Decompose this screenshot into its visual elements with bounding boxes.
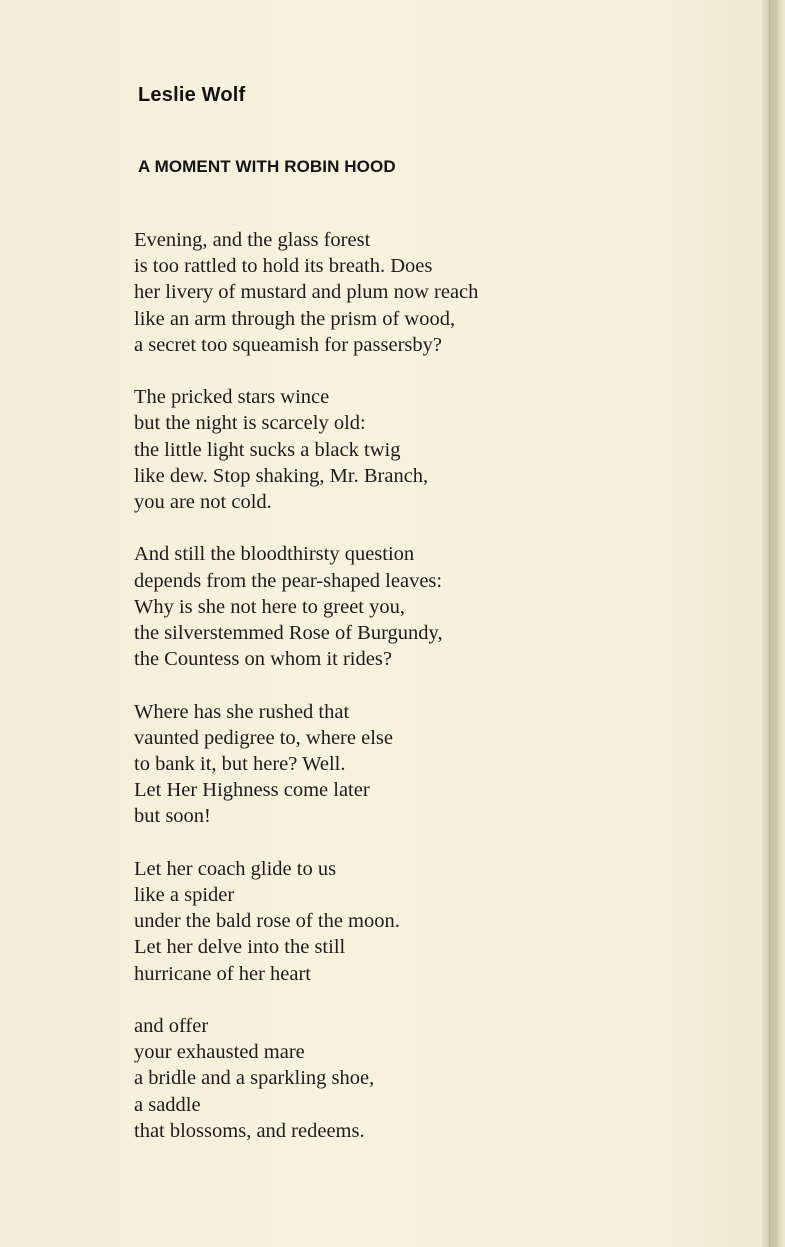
stanza <box>134 856 734 987</box>
stanza <box>134 227 734 358</box>
poem-line: The pricked stars wince <box>134 386 330 409</box>
poem-body <box>134 227 734 1170</box>
poem-line: but soon! <box>134 805 211 828</box>
poem-line: is too rattled to hold its breath. Does <box>134 255 433 278</box>
poem-line: a bridle and a sparkling shoe, <box>134 1067 375 1090</box>
stanza <box>134 384 734 515</box>
poem-line: Let Her Highness come later <box>134 779 370 802</box>
stanza <box>134 1013 734 1144</box>
poem-line: vaunted pedigree to, where else <box>134 726 393 749</box>
page-gutter <box>762 0 785 1247</box>
poem-line: under the bald rose of the moon. <box>134 910 400 933</box>
poem-line: hurricane of her heart <box>134 962 311 985</box>
poem-line: And still the bloodthirsty question <box>134 543 415 566</box>
poem-line: like a spider <box>134 884 235 907</box>
poem-line: like an arm through the prism of wood, <box>134 307 456 330</box>
poem-line: a saddle <box>134 1093 201 1116</box>
poem-line: depends from the pear-shaped leaves: <box>134 569 443 592</box>
poem-line: like dew. Stop shaking, Mr. Branch, <box>134 464 429 487</box>
poem-line: the Countess on whom it rides? <box>134 648 392 671</box>
poem-line: your exhausted mare <box>134 1041 305 1064</box>
poem-line: the little light sucks a black twig <box>134 438 401 461</box>
poem-line: Why is she not here to greet you, <box>134 595 405 618</box>
stanza <box>134 541 734 672</box>
poem-line: to bank it, but here? Well. <box>134 753 346 776</box>
author-name: Leslie Wolf <box>138 84 246 106</box>
poem-line: a secret too squeamish for passersby? <box>134 333 442 356</box>
poem-line: you are not cold. <box>134 491 272 514</box>
poem-line: Where has she rushed that <box>134 700 350 723</box>
poem-line: her livery of mustard and plum now reach <box>134 281 479 304</box>
poem-line: Evening, and the glass forest <box>134 229 371 251</box>
poem-line: but the night is scarcely old: <box>134 412 366 435</box>
poem-line: Let her coach glide to us <box>134 857 337 880</box>
poem-line: that blossoms, and redeems. <box>134 1119 365 1142</box>
poem-line: Let her delve into the still <box>134 936 346 959</box>
poem-line: the silverstemmed Rose of Burgundy, <box>134 622 443 645</box>
poem-title: A MOMENT WITH ROBIN HOOD <box>138 157 396 176</box>
page-edge-line <box>769 0 771 1247</box>
poem-line: and offer <box>134 1015 209 1038</box>
stanza <box>134 699 734 830</box>
